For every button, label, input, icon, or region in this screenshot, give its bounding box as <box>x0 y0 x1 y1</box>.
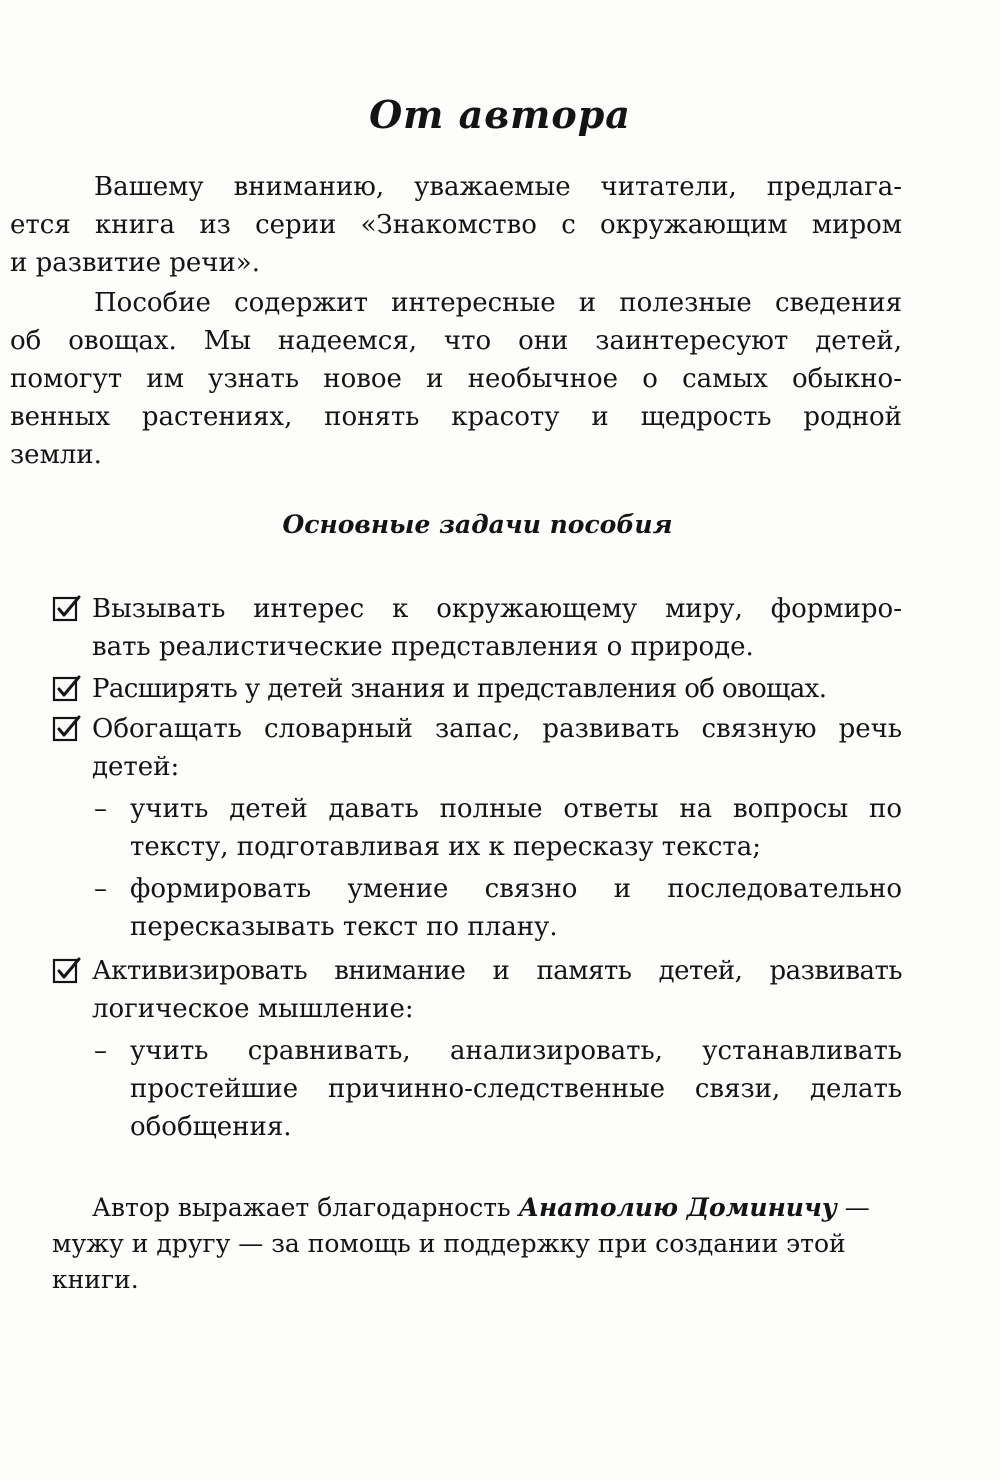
text-line: и развитие речи». <box>10 248 260 278</box>
text-line: венных растениях, понять красоту и щедрость родной <box>10 402 902 432</box>
intro-paragraph-1 <box>10 168 902 282</box>
acknowledgement <box>52 1190 902 1298</box>
checkbox-checked-icon <box>52 956 82 986</box>
task-text-line: Расширять у детей знания и представления об овощах. <box>92 674 827 704</box>
task-text-line: логическое мышление: <box>92 994 414 1024</box>
task-text-line: Вызывать интерес к окружающему миру, формиро- <box>92 594 902 624</box>
checkbox-checked-icon <box>52 674 82 704</box>
thanks-dash: — <box>836 1193 870 1222</box>
text-line: Пособие содержит интересные и полезные сведения <box>94 288 902 318</box>
dash-bullet: – <box>94 794 107 824</box>
text-line: Вашему вниманию, уважаемые читатели, предлага- <box>94 172 902 202</box>
sub-text-line: формировать умение связно и последовательно <box>130 874 902 904</box>
task-text-line: вать реалистические представления о природе. <box>92 632 754 662</box>
sub-text-line: пересказывать текст по плану. <box>130 912 558 942</box>
checkbox-checked-icon <box>52 714 82 744</box>
text-line: помогут им узнать новое и необычное о самых обыкно- <box>10 364 902 394</box>
task-text-line: детей: <box>92 752 180 782</box>
sub-text-line: учить сравнивать, анализировать, устанавливать <box>130 1036 902 1066</box>
thanks-line: мужу и другу — за помощь и поддержку при создании этой <box>52 1229 846 1258</box>
intro-paragraph-2 <box>10 284 902 474</box>
thanks-text: Автор выражает благодарность <box>92 1193 519 1222</box>
text-line: об овощах. Мы надеемся, что они заинтересуют детей, <box>10 326 902 356</box>
dash-bullet: – <box>94 1036 107 1066</box>
text-line: ется книга из серии «Знакомство с окружающим миром <box>10 210 902 240</box>
checkbox-checked-icon <box>52 594 82 624</box>
task-text-line: Активизировать внимание и память детей, развивать <box>92 956 902 986</box>
page-title: От автора <box>369 92 631 137</box>
tasks-heading: Основные задачи пособия <box>282 510 673 539</box>
thanks-name: Анатолию Доминичу <box>518 1193 837 1222</box>
sub-text-line: учить детей давать полные ответы на вопросы по <box>130 794 902 824</box>
sub-text-line: обобщения. <box>130 1112 292 1142</box>
thanks-line: книги. <box>52 1265 139 1294</box>
thanks-line <box>52 1190 902 1226</box>
task-text-line: Обогащать словарный запас, развивать связную речь <box>92 714 902 744</box>
text-line: земли. <box>10 440 102 470</box>
sub-text-line: тексту, подготавливая их к пересказу текста; <box>130 832 762 862</box>
sub-text-line: простейшие причинно-следственные связи, делать <box>130 1074 902 1104</box>
dash-bullet: – <box>94 874 107 904</box>
